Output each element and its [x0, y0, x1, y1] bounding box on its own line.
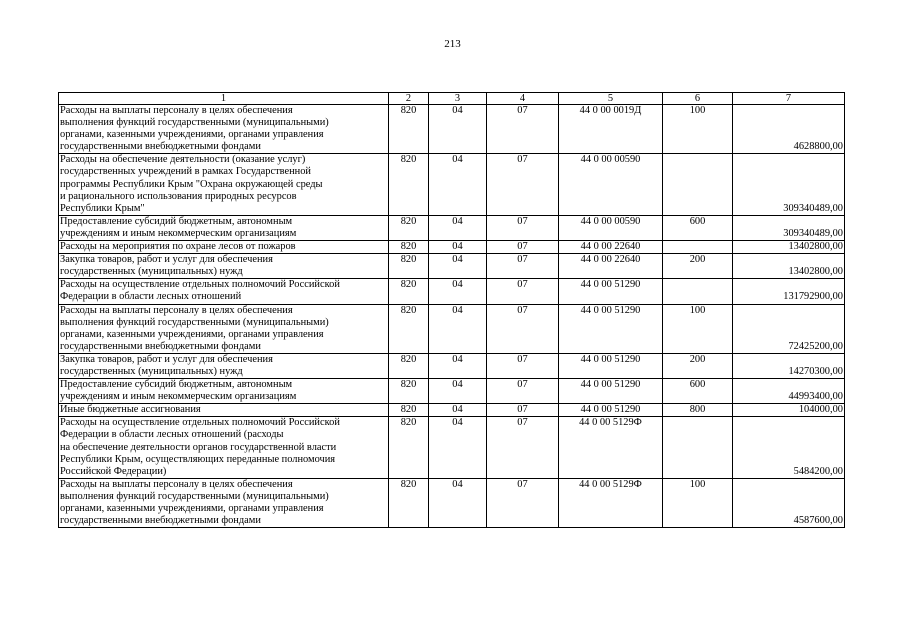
- expense-name-line: Федерации в области лесных отношений: [60, 291, 242, 303]
- expense-name-line: выполнения функций государственными (муниципальными): [60, 316, 329, 328]
- ministry-code: 820: [389, 304, 429, 353]
- section-code: 04: [429, 105, 487, 154]
- expense-name: [59, 304, 389, 353]
- column-header-4: 4: [487, 93, 559, 105]
- amount: 131792900,00: [733, 279, 845, 304]
- subsection-code: 07: [487, 105, 559, 154]
- expense-name-line: выполнения функций государственными (муниципальными): [60, 490, 329, 502]
- header-row: [59, 93, 845, 105]
- section-code: 04: [429, 478, 487, 527]
- expense-name-line: Закупка товаров, работ и услуг для обеспечения: [60, 254, 273, 266]
- expense-name: [59, 254, 389, 279]
- amount: 4628800,00: [733, 105, 845, 154]
- subsection-code: 07: [487, 379, 559, 404]
- subsection-code: 07: [487, 154, 559, 215]
- column-header-5: 5: [559, 93, 663, 105]
- section-code: 04: [429, 279, 487, 304]
- expense-name-line: и рационального использования природных ресурсов: [60, 190, 297, 202]
- column-header-6: 6: [663, 93, 733, 105]
- expense-name: [59, 478, 389, 527]
- ministry-code: 820: [389, 154, 429, 215]
- amount: 72425200,00: [733, 304, 845, 353]
- table-row: [59, 254, 845, 279]
- expense-name-line: программы Республики Крым "Охрана окружающей среды: [60, 178, 323, 190]
- expense-name: [59, 404, 389, 417]
- expense-name-line: органами, казенными учреждениями, органами управления: [60, 129, 324, 141]
- column-header-7: 7: [733, 93, 845, 105]
- ministry-code: 820: [389, 404, 429, 417]
- expense-name-line: государственными внебюджетными фондами: [60, 141, 261, 153]
- expense-name-line: Расходы на мероприятия по охране лесов от пожаров: [60, 241, 296, 253]
- amount: 4587600,00: [733, 478, 845, 527]
- amount: 309340489,00: [733, 154, 845, 215]
- ministry-code: 820: [389, 478, 429, 527]
- expense-name-line: органами, казенными учреждениями, органами управления: [60, 328, 324, 340]
- target-article-code: 44 0 00 51290: [559, 353, 663, 378]
- table-row: [59, 241, 845, 254]
- expense-name-line: Расходы на выплаты персоналу в целях обеспечения: [60, 304, 293, 316]
- expense-name-line: государственных (муниципальных) нужд: [60, 266, 243, 278]
- column-header-2: 2: [389, 93, 429, 105]
- table-row: [59, 279, 845, 304]
- ministry-code: 820: [389, 241, 429, 254]
- expense-name-line: Расходы на осуществление отдельных полномочий Российской: [60, 417, 340, 429]
- amount: 309340489,00: [733, 215, 845, 240]
- expense-name: [59, 353, 389, 378]
- expense-type-code: 200: [663, 254, 733, 279]
- subsection-code: 07: [487, 279, 559, 304]
- column-header-3: 3: [429, 93, 487, 105]
- expense-type-code: 100: [663, 304, 733, 353]
- expense-name-line: Закупка товаров, работ и услуг для обеспечения: [60, 353, 273, 365]
- table-row: [59, 417, 845, 478]
- expense-type-code: [663, 154, 733, 215]
- expense-type-code: 600: [663, 215, 733, 240]
- table-row: [59, 478, 845, 527]
- expense-name-line: учреждениям и иным некоммерческим организациям: [60, 391, 297, 403]
- expense-type-code: 800: [663, 404, 733, 417]
- table-row: [59, 105, 845, 154]
- table-row: [59, 353, 845, 378]
- expense-name-line: Расходы на обеспечение деятельности (оказание услуг): [60, 154, 306, 166]
- expense-name-line: Предоставление субсидий бюджетным, автономным: [60, 379, 293, 391]
- amount: 5484200,00: [733, 417, 845, 478]
- amount: 44993400,00: [733, 379, 845, 404]
- section-code: 04: [429, 353, 487, 378]
- subsection-code: 07: [487, 404, 559, 417]
- section-code: 04: [429, 379, 487, 404]
- section-code: 04: [429, 417, 487, 478]
- target-article-code: 44 0 00 51290: [559, 379, 663, 404]
- section-code: 04: [429, 241, 487, 254]
- expense-name: [59, 154, 389, 215]
- expense-name-line: государственными внебюджетными фондами: [60, 340, 261, 352]
- target-article-code: 44 0 00 00590: [559, 154, 663, 215]
- expense-name-line: Расходы на осуществление отдельных полномочий Российской: [60, 279, 340, 291]
- subsection-code: 07: [487, 478, 559, 527]
- section-code: 04: [429, 404, 487, 417]
- expense-name-line: органами, казенными учреждениями, органами управления: [60, 503, 324, 514]
- expense-name-line: государственными внебюджетными фондами: [60, 515, 261, 527]
- expense-name-line: Российской Федерации): [60, 465, 167, 477]
- expense-type-code: [663, 417, 733, 478]
- expense-type-code: 200: [663, 353, 733, 378]
- expense-name: [59, 241, 389, 254]
- expense-name-line: Федерации в области лесных отношений (расходы: [60, 429, 284, 441]
- expense-name-line: Иные бюджетные ассигнования: [60, 404, 201, 416]
- subsection-code: 07: [487, 254, 559, 279]
- expense-type-code: [663, 241, 733, 254]
- expense-type-code: 600: [663, 379, 733, 404]
- table-row: [59, 304, 845, 353]
- table-row: [59, 154, 845, 215]
- column-header-1: 1: [59, 93, 389, 105]
- section-code: 04: [429, 254, 487, 279]
- expense-name: [59, 279, 389, 304]
- target-article-code: 44 0 00 51290: [559, 404, 663, 417]
- section-code: 04: [429, 154, 487, 215]
- target-article-code: 44 0 00 0019Д: [559, 105, 663, 154]
- page-number: 213: [444, 38, 461, 50]
- table-row: [59, 379, 845, 404]
- ministry-code: 820: [389, 279, 429, 304]
- target-article-code: 44 0 00 22640: [559, 241, 663, 254]
- expense-name-line: Расходы на выплаты персоналу в целях обеспечения: [60, 478, 293, 490]
- ministry-code: 820: [389, 215, 429, 240]
- target-article-code: 44 0 00 5129Ф: [559, 478, 663, 527]
- expense-name-line: Республики Крым, осуществляющих переданные полномочия: [60, 453, 336, 465]
- ministry-code: 820: [389, 353, 429, 378]
- amount: 104000,00: [733, 404, 845, 417]
- target-article-code: 44 0 00 22640: [559, 254, 663, 279]
- subsection-code: 07: [487, 241, 559, 254]
- subsection-code: 07: [487, 304, 559, 353]
- budget-table: [58, 92, 845, 528]
- section-code: 04: [429, 215, 487, 240]
- subsection-code: 07: [487, 215, 559, 240]
- expense-name: [59, 105, 389, 154]
- table-row: [59, 404, 845, 417]
- expense-name: [59, 379, 389, 404]
- ministry-code: 820: [389, 417, 429, 478]
- expense-name-line: выполнения функций государственными (муниципальными): [60, 117, 329, 129]
- expense-type-code: 100: [663, 478, 733, 527]
- ministry-code: 820: [389, 254, 429, 279]
- expense-name-line: Предоставление субсидий бюджетным, автономным: [60, 215, 293, 227]
- expense-name-line: государственных учреждений в рамках Государственной: [60, 166, 311, 178]
- expense-name: [59, 417, 389, 478]
- table-row: [59, 215, 845, 240]
- expense-name-line: учреждениям и иным некоммерческим организациям: [60, 227, 297, 239]
- subsection-code: 07: [487, 417, 559, 478]
- target-article-code: 44 0 00 00590: [559, 215, 663, 240]
- expense-type-code: [663, 279, 733, 304]
- target-article-code: 44 0 00 5129Ф: [559, 417, 663, 478]
- expense-type-code: 100: [663, 105, 733, 154]
- amount: 13402800,00: [733, 254, 845, 279]
- ministry-code: 820: [389, 379, 429, 404]
- target-article-code: 44 0 00 51290: [559, 304, 663, 353]
- amount: 14270300,00: [733, 353, 845, 378]
- expense-name-line: Республики Крым": [60, 202, 145, 214]
- amount: 13402800,00: [733, 241, 845, 254]
- ministry-code: 820: [389, 105, 429, 154]
- subsection-code: 07: [487, 353, 559, 378]
- expense-name-line: Расходы на выплаты персоналу в целях обеспечения: [60, 105, 293, 116]
- expense-name-line: на обеспечение деятельности органов государственной власти: [60, 441, 337, 453]
- expense-name: [59, 215, 389, 240]
- target-article-code: 44 0 00 51290: [559, 279, 663, 304]
- section-code: 04: [429, 304, 487, 353]
- expense-name-line: государственных (муниципальных) нужд: [60, 365, 243, 377]
